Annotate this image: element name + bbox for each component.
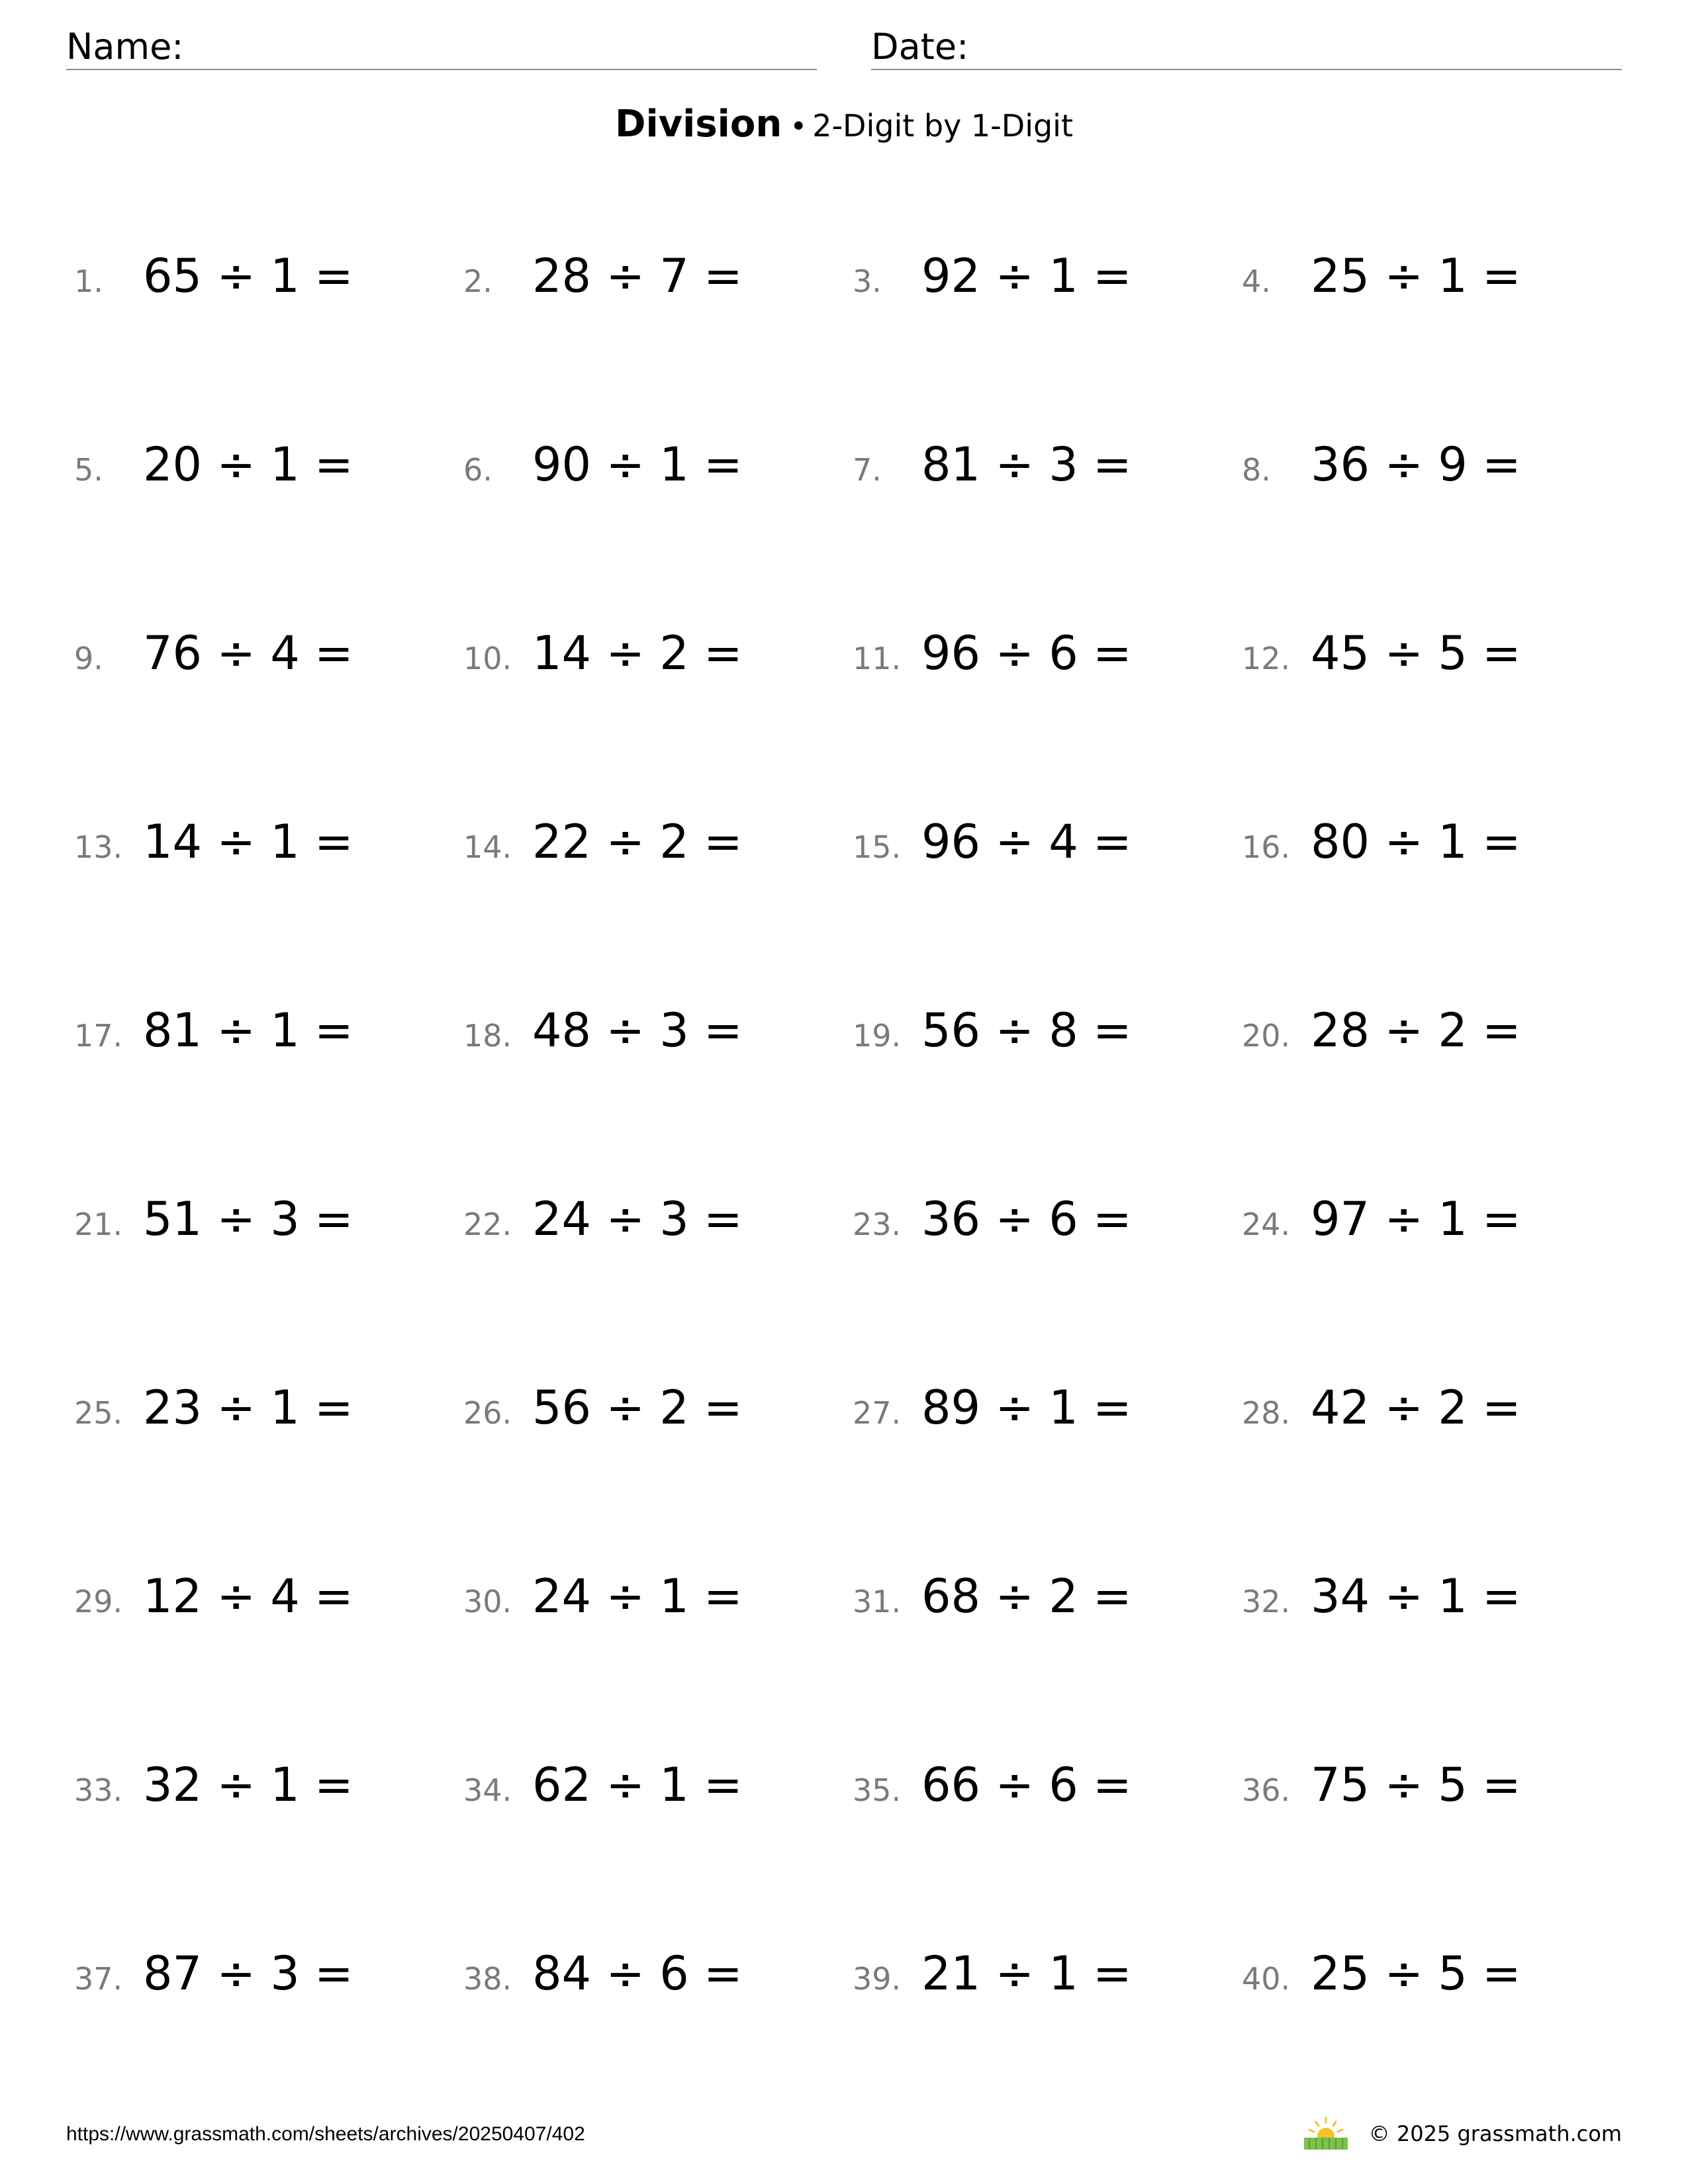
problem-expression: 56 ÷ 8 = [921, 1003, 1132, 1058]
problem-number: 35. [853, 1772, 902, 1808]
problem-item [853, 626, 1242, 699]
problem-number: 1. [74, 263, 103, 299]
problem-number: 21. [74, 1206, 123, 1242]
problem-expression: 87 ÷ 3 = [143, 1946, 353, 2001]
problem-expression: 12 ÷ 4 = [143, 1569, 353, 1623]
problem-item [1242, 1003, 1631, 1076]
problem-number: 18. [463, 1018, 512, 1054]
problem-expression: 84 ÷ 6 = [532, 1946, 743, 2001]
problem-expression: 36 ÷ 6 = [921, 1192, 1132, 1246]
problem-item [463, 1003, 853, 1076]
problem-item [853, 1003, 1242, 1076]
problem-item [853, 815, 1242, 887]
problem-expression: 89 ÷ 1 = [921, 1381, 1132, 1435]
problem-item [463, 1758, 853, 1831]
problem-number: 29. [74, 1584, 123, 1619]
problem-expression: 24 ÷ 3 = [532, 1192, 743, 1246]
title-subtitle: 2-Digit by 1-Digit [812, 108, 1074, 144]
problem-item [74, 1946, 463, 2019]
problem-expression: 22 ÷ 2 = [532, 815, 743, 869]
problem-item [1242, 1569, 1631, 1642]
problem-number: 32. [1242, 1584, 1291, 1619]
problem-number: 23. [853, 1206, 902, 1242]
problem-expression: 96 ÷ 4 = [921, 815, 1132, 869]
problem-item [1242, 249, 1631, 322]
problem-item [1242, 1381, 1631, 1453]
problem-number: 39. [853, 1961, 902, 1997]
date-label: Date: [871, 26, 969, 68]
problem-expression: 14 ÷ 2 = [532, 626, 743, 680]
problem-expression: 36 ÷ 9 = [1311, 437, 1521, 492]
problem-number: 15. [853, 829, 902, 865]
problem-number: 17. [74, 1018, 123, 1054]
problem-expression: 25 ÷ 1 = [1311, 249, 1521, 303]
problem-number: 33. [74, 1772, 123, 1808]
problem-item [853, 249, 1242, 322]
problem-number: 27. [853, 1395, 902, 1431]
problem-item [1242, 1758, 1631, 1831]
problem-number: 22. [463, 1206, 512, 1242]
problem-number: 40. [1242, 1961, 1291, 1997]
problem-number: 28. [1242, 1395, 1291, 1431]
worksheet-title [0, 103, 1688, 146]
problem-item [74, 1381, 463, 1453]
problem-expression: 62 ÷ 1 = [532, 1758, 743, 1812]
problem-expression: 23 ÷ 1 = [143, 1381, 353, 1435]
problem-number: 14. [463, 829, 512, 865]
problem-item [463, 626, 853, 699]
problem-expression: 96 ÷ 6 = [921, 626, 1132, 680]
problem-number: 9. [74, 641, 103, 676]
problem-number: 19. [853, 1018, 902, 1054]
problem-expression: 81 ÷ 1 = [143, 1003, 353, 1058]
problem-expression: 24 ÷ 1 = [532, 1569, 743, 1623]
problem-expression: 51 ÷ 3 = [143, 1192, 353, 1246]
problem-item [463, 1381, 853, 1453]
problem-item [1242, 815, 1631, 887]
problem-number: 25. [74, 1395, 123, 1431]
problem-number: 37. [74, 1961, 123, 1997]
name-label: Name: [66, 26, 184, 68]
problem-item [853, 1569, 1242, 1642]
problem-expression: 66 ÷ 6 = [921, 1758, 1132, 1812]
problem-number: 20. [1242, 1018, 1291, 1054]
problem-number: 34. [463, 1772, 512, 1808]
problem-item [853, 1381, 1242, 1453]
problem-expression: 45 ÷ 5 = [1311, 626, 1521, 680]
problem-expression: 81 ÷ 3 = [921, 437, 1132, 492]
problem-item [853, 1946, 1242, 2019]
problem-item [853, 437, 1242, 510]
problem-item [74, 1003, 463, 1076]
problem-item [74, 249, 463, 322]
problem-number: 6. [463, 452, 492, 488]
problem-number: 10. [463, 641, 512, 676]
problem-number: 12. [1242, 641, 1291, 676]
footer-copyright: © 2025 grassmath.com [1368, 2121, 1622, 2146]
problem-number: 2. [463, 263, 492, 299]
title-main: Division [614, 103, 782, 146]
problem-item [1242, 437, 1631, 510]
problem-number: 5. [74, 452, 103, 488]
problem-number: 30. [463, 1584, 512, 1619]
title-bullet: • [790, 110, 808, 144]
problem-number: 36. [1242, 1772, 1291, 1808]
problem-number: 11. [853, 641, 902, 676]
problem-number: 16. [1242, 829, 1291, 865]
problem-item [463, 815, 853, 887]
problem-item [1242, 1192, 1631, 1265]
problem-expression: 48 ÷ 3 = [532, 1003, 743, 1058]
problem-number: 38. [463, 1961, 512, 1997]
problem-item [74, 437, 463, 510]
problem-number: 13. [74, 829, 123, 865]
problem-item [463, 437, 853, 510]
problem-item [853, 1758, 1242, 1831]
problem-item [74, 1192, 463, 1265]
problem-item [74, 815, 463, 887]
problem-expression: 32 ÷ 1 = [143, 1758, 353, 1812]
problem-expression: 65 ÷ 1 = [143, 249, 353, 303]
problem-expression: 80 ÷ 1 = [1311, 815, 1521, 869]
problem-expression: 75 ÷ 5 = [1311, 1758, 1521, 1812]
name-field[interactable] [66, 24, 817, 70]
problem-expression: 25 ÷ 5 = [1311, 1946, 1521, 2001]
problem-item [853, 1192, 1242, 1265]
footer-brand [1303, 2116, 1622, 2151]
problem-grid [74, 249, 1636, 2135]
problem-item [74, 1758, 463, 1831]
problem-expression: 14 ÷ 1 = [143, 815, 353, 869]
problem-number: 26. [463, 1395, 512, 1431]
problem-item [74, 1569, 463, 1642]
problem-item [1242, 1946, 1631, 2019]
problem-item [1242, 626, 1631, 699]
sun-over-grass-icon [1303, 2116, 1349, 2151]
problem-number: 7. [853, 452, 882, 488]
problem-number: 31. [853, 1584, 902, 1619]
problem-expression: 68 ÷ 2 = [921, 1569, 1132, 1623]
problem-expression: 42 ÷ 2 = [1311, 1381, 1521, 1435]
problem-item [463, 1192, 853, 1265]
problem-expression: 56 ÷ 2 = [532, 1381, 743, 1435]
footer-url: https://www.grassmath.com/sheets/archives/20250407/402 [66, 2123, 585, 2145]
problem-expression: 28 ÷ 2 = [1311, 1003, 1521, 1058]
problem-expression: 20 ÷ 1 = [143, 437, 353, 492]
date-field[interactable] [871, 24, 1622, 70]
problem-expression: 28 ÷ 7 = [532, 249, 743, 303]
problem-item [463, 1569, 853, 1642]
problem-item [463, 249, 853, 322]
problem-number: 4. [1242, 263, 1271, 299]
problem-item [463, 1946, 853, 2019]
problem-expression: 90 ÷ 1 = [532, 437, 743, 492]
problem-number: 3. [853, 263, 882, 299]
problem-expression: 76 ÷ 4 = [143, 626, 353, 680]
problem-expression: 92 ÷ 1 = [921, 249, 1132, 303]
problem-number: 8. [1242, 452, 1271, 488]
problem-expression: 21 ÷ 1 = [921, 1946, 1132, 2001]
problem-expression: 97 ÷ 1 = [1311, 1192, 1521, 1246]
problem-number: 24. [1242, 1206, 1291, 1242]
problem-expression: 34 ÷ 1 = [1311, 1569, 1521, 1623]
problem-item [74, 626, 463, 699]
